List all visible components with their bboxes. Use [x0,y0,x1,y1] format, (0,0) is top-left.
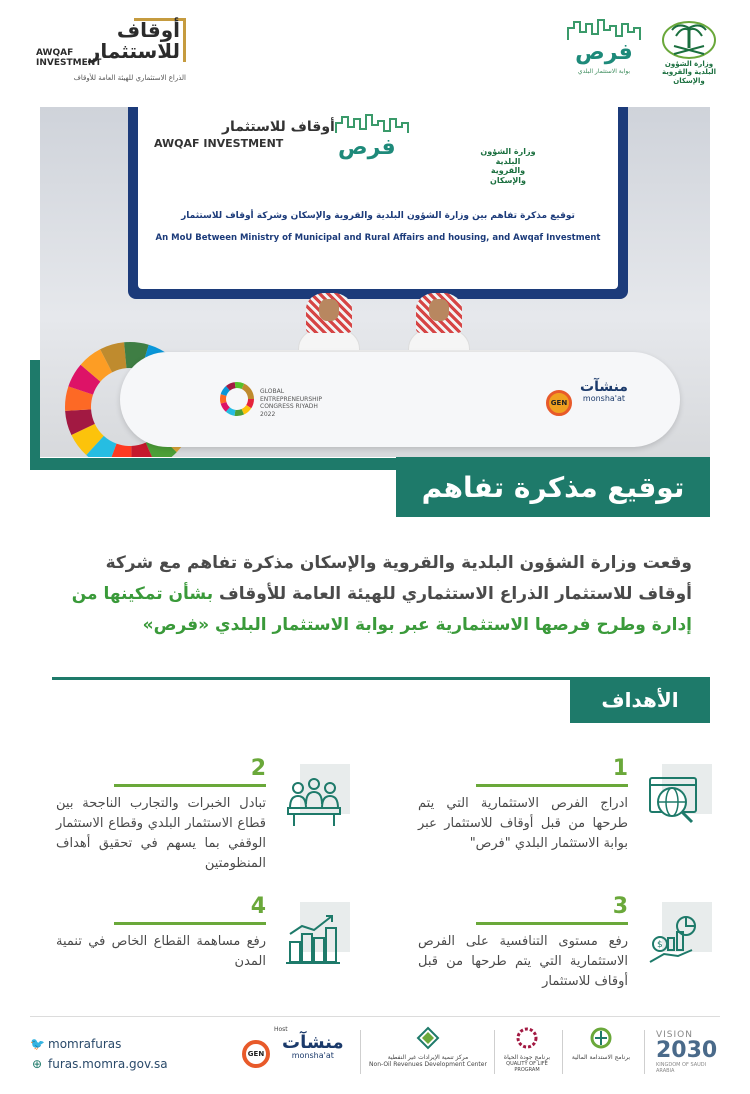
page-header [0,0,750,100]
goal-number: 3 [612,894,628,919]
awqaf-logo [36,18,186,88]
goal-item-3 [392,894,712,1014]
screen-awqaf-english: AWQAF INVESTMENT [154,137,284,150]
ministry-name: وزارة الشؤون البلدية والقروية والإسكان [661,60,717,85]
qol-logo [498,1026,556,1078]
intro-highlight: بشأن تمكينها من إدارة وطرح فرصها الاستثمارية عبر بوابة الاستثمار البلدي «فرص» [71,584,692,635]
gen-badge: GEN [546,390,572,416]
goal-underline [476,784,628,787]
qol-name-en: QUALITY OF LIFE PROGRAM [506,1061,548,1074]
monshaat-stage-logo [580,380,628,404]
signing-photo [40,107,710,457]
goal-item-2 [30,756,350,876]
fiscal-logo [568,1026,634,1078]
skyline-icon [566,18,642,42]
twitter-link[interactable] [30,1034,168,1054]
goal-text: تبادل الخبرات والتجارب الناجحة بين قطاع الاستثمار البلدي وقطاع الاستثمار الوقفي بما يسهم في تحقيق أهداف المنظومتين [56,796,266,871]
awqaf-logo-subtitle: الذراع الاستثماري للهيئة العامة للأوقاف [73,74,186,82]
page-title: توقيع مذكرة تفاهم [421,470,685,504]
vision-2030-logo [656,1030,726,1074]
monshaat-footer-arabic: منشآت [282,1032,344,1053]
intro-text: وقعت وزارة الشؤون البلدية والقروية والإسكان مذكرة تفاهم مع شركة أوقاف للاستثمار الذراع الاستثماري للهيئة العامة للأوقاف [105,553,692,604]
goal-item-4 [30,894,350,1014]
goal-number: 2 [250,756,266,781]
goal-icon-box [646,764,712,830]
awqaf-logo-english: AWQAF INVESTMENT [36,48,102,69]
vision-country: KINGDOM OF SAUDI ARABIA [656,1062,707,1074]
nonoil-name-en: Non-Oil Revenues Development Center [369,1061,487,1069]
title-accent-bar [30,458,396,470]
globe-browser-icon [646,774,702,830]
footer-divider [30,1016,720,1017]
goal-text: رفع مساهمة القطاع الخاص في تنمية المدن [56,934,266,969]
footer-separator [562,1030,563,1074]
gen-footer-logo: GEN [242,1040,270,1068]
nonoil-name: مركز تنمية الإيرادات غير النفطية [387,1054,469,1061]
goal-item-1 [392,756,712,876]
screen-caption-arabic: توقيع مذكرة تفاهم بين وزارة الشؤون البلدية والقروية والإسكان وشركة أوقاف للاستثمار [181,211,575,221]
intro-paragraph [52,548,692,641]
goal-icon-box [284,764,350,830]
ministry-logo [656,18,722,84]
goal-number: 4 [250,894,266,919]
screen-ministry: وزارة الشؤون البلدية والقروية والإسكان [480,147,536,185]
vision-label: VISION [656,1030,693,1040]
furas-logo-arabic: فرص [575,40,633,65]
host-label: Host [274,1026,288,1033]
stage-screen [128,107,628,299]
footer-separator [644,1030,645,1074]
goals-heading: الأهداف [601,688,679,712]
furas-logo [566,18,642,80]
website-url[interactable]: furas.momra.gov.sa [48,1057,168,1071]
goals-divider [52,677,570,680]
furas-logo-subtitle: بوابة الاستثمار البلدي [577,68,631,75]
accent-bar-vertical [30,360,40,470]
screen-content [138,107,618,289]
nonoil-center-logo [368,1026,488,1078]
fiscal-name: برنامج الاستدامة المالية [571,1054,631,1061]
website-link[interactable] [30,1054,168,1074]
city-growth-icon [284,912,342,970]
investment-hand-icon [646,912,704,970]
palm-swords-icon [656,18,722,60]
goal-icon-box [646,902,712,968]
qol-name: برنامج جودة الحياة [503,1054,551,1061]
monshaat-stage-arabic: منشآت [580,379,628,395]
gec-label: GLOBAL ENTREPRENEURSHIP CONGRESS RIYADH 2022 [260,388,323,418]
goal-underline [114,784,266,787]
stage-desk [120,352,680,447]
footer-separator [360,1030,361,1074]
nonoil-emblem-icon [368,1026,488,1050]
awqaf-logo-arabic: أوقاف للاستثمار [88,18,180,63]
goals-header [570,677,710,723]
globe-icon: ⊕ [31,1057,43,1071]
meeting-icon [284,774,344,830]
gec-ring-icon [218,380,256,418]
goal-text: ادراج الفرص الاستثمارية التي يتم طرحها من قبل أوقاف للاستثمار عبر بوابة الاستثمار البلدي "فرص" [418,796,628,851]
screen-caption-english: An MoU Between Ministry of Municipal and Rural Affairs and housing, and Awqaf Investment [155,233,601,243]
title-ribbon [396,457,710,517]
footer-separator [494,1030,495,1074]
twitter-icon: 🐦 [30,1037,45,1051]
goal-underline [476,922,628,925]
goal-text: رفع مستوى التنافسية على الفرص الاستثمارية التي يتم طرحها من قبل أوقاف للاستثمار [418,934,628,989]
svg-text:$: $ [657,940,663,950]
monshaat-stage-english: monsha'at [582,394,626,404]
social-links [30,1034,168,1074]
screen-furas: فرص [338,135,396,160]
monshaat-footer-english: monsha'at [291,1051,334,1060]
qol-emblem-icon [498,1026,556,1050]
screen-skyline-icon [334,113,414,135]
goal-number: 1 [612,756,628,781]
fiscal-emblem-icon [568,1026,634,1050]
screen-awqaf-arabic: أوقاف للاستثمار [222,119,335,135]
goal-icon-box [284,902,350,968]
monshaat-footer-logo [282,1034,344,1060]
vision-year: 2030 [656,1038,718,1063]
twitter-handle[interactable]: momrafuras [48,1037,122,1051]
goal-underline [114,922,266,925]
